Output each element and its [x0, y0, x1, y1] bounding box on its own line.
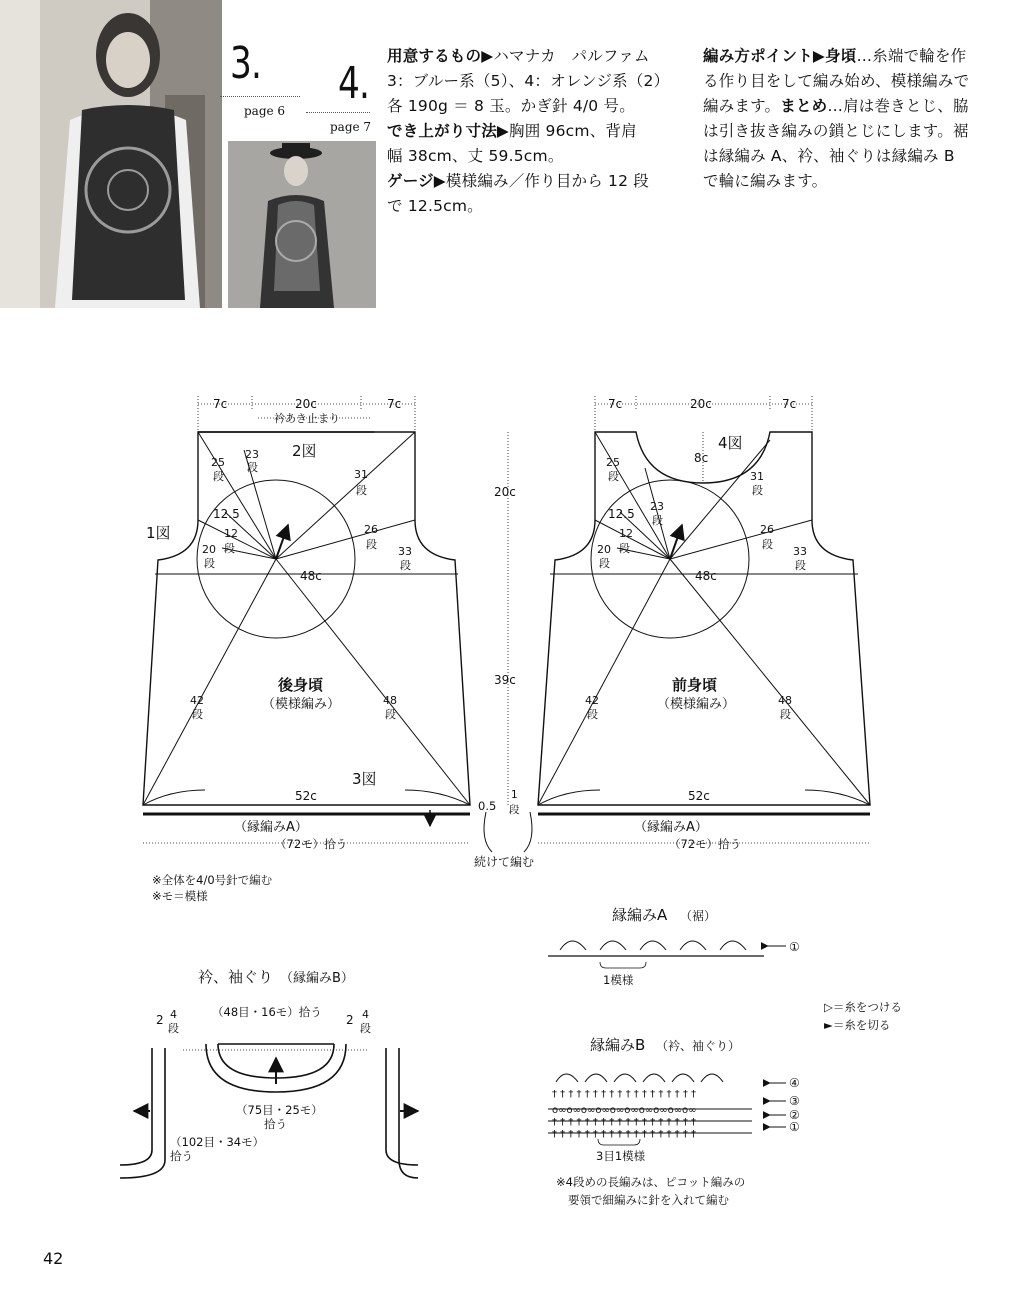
edging-b-row2: ②	[789, 1108, 800, 1122]
back-chest: 48c	[300, 569, 322, 583]
front-subtitle: （模様編み）	[657, 697, 736, 712]
front-row-23-dan: 段	[652, 514, 663, 527]
front-row-26-dan: 段	[762, 538, 773, 551]
points-body-text2: る作り目をして編み始め、模様編みで	[703, 72, 970, 90]
front-neck-depth: 8c	[694, 451, 709, 465]
back-fig3-label: 3図	[352, 770, 377, 788]
points-section: 編み方ポイント▶身頃…糸端で輪を作 る作り目をして編み始め、模様編みで 編みます。まとめ…肩は巻きとじ、脇 は引き抜き編みの鎖とじにします。裾 は縁編み A、衿、袖ぐりは縁編み B で輪に編みます。	[703, 44, 1003, 194]
svg-text:o∞o∞o∞o∞o∞o∞o∞o∞o∞o∞: o∞o∞o∞o∞o∞o∞o∞o∞o∞o∞	[552, 1105, 697, 1116]
front-edge: （縁編みA）	[634, 820, 708, 835]
edging-b-repeat: 3目1模様	[596, 1149, 646, 1163]
back-pickup: （72モ）拾う	[275, 837, 348, 851]
back-row-33: 33	[398, 545, 412, 558]
page-number: 42	[43, 1249, 64, 1268]
back-fig1-label: 1図	[146, 524, 171, 542]
back-neck-note: 衿あき止まり	[274, 412, 340, 425]
back-title: 後身頃	[278, 676, 324, 694]
points-label: 編み方ポイント	[703, 47, 813, 65]
left-armhole	[120, 1048, 165, 1178]
collar-right-width: 2	[346, 1013, 354, 1027]
back-row-23-dan: 段	[247, 461, 258, 474]
model-3-number: 3.	[230, 38, 262, 89]
model-4-number: 4.	[338, 58, 370, 109]
hem-row-dan: 段	[509, 804, 520, 816]
edging-b-note2: 要領で細編みに針を入れて編む	[568, 1193, 729, 1207]
back-row-20-dan: 段	[204, 557, 215, 570]
front-pickup: （72モ）拾う	[669, 837, 742, 851]
points-body-text3: 編みます。	[703, 97, 781, 115]
front-row-31: 31	[750, 470, 764, 483]
edging-b-row3: ③	[789, 1094, 800, 1108]
back-hem: 52c	[295, 789, 317, 803]
front-row-12: 12	[619, 527, 633, 540]
back-row-20: 20	[202, 543, 216, 556]
edging-b-suffix: （衿、袖ぐり）	[656, 1039, 741, 1053]
back-row-12: 12	[224, 527, 238, 540]
gauge-label: ゲージ	[387, 172, 434, 190]
front-row-48: 48	[778, 694, 792, 707]
front-row-42-dan: 段	[587, 708, 598, 721]
edging-b-row4: ④	[789, 1076, 800, 1090]
back-radius: 12.5	[213, 507, 240, 521]
front-row-25: 25	[606, 456, 620, 469]
size-line1: 胸囲 96cm、背肩	[509, 122, 637, 140]
collar-title-suffix: （縁編みB）	[280, 971, 354, 986]
back-dim-mid: 20c	[295, 397, 317, 411]
materials-line3: 各 190g ＝ 8 玉。かぎ針 4/0 号。	[387, 97, 635, 115]
size-label: でき上がり寸法	[387, 122, 497, 140]
gauge-line2: で 12.5cm。	[387, 197, 483, 215]
general-notes	[152, 872, 272, 904]
front-row-20-dan: 段	[599, 557, 610, 570]
front-row-48-dan: 段	[780, 708, 791, 721]
materials-line2: 3：ブルー系（5）、4：オレンジ系（2）	[387, 72, 670, 90]
front-dim-right: 7c	[782, 397, 797, 411]
edging-a-suffix: （裾）	[680, 909, 717, 923]
edging-a-repeat: 1模様	[603, 973, 634, 987]
collar-left-dan: 段	[168, 1022, 179, 1035]
back-row-42: 42	[190, 694, 204, 707]
front-hem: 52c	[688, 789, 710, 803]
front-row-26: 26	[760, 523, 774, 536]
back-row-31-dan: 段	[356, 484, 367, 497]
legend-cut: ►＝糸を切る	[824, 1018, 891, 1032]
svg-text:† † † † † † † † † † † † † † †: † † † † † † † † † † † † † † † † † †	[552, 1117, 697, 1128]
edging-a-row1: ①	[789, 940, 800, 954]
points-finish-label: まとめ	[780, 97, 828, 115]
edging-a-title: 縁編みA	[612, 906, 668, 924]
points-finish-text3: は縁編み A、衿、袖ぐりは縁編み B	[703, 147, 955, 165]
collar-left-width: 2	[156, 1013, 164, 1027]
materials-line1: ハマナカ パルファム	[493, 47, 650, 65]
materials-label: 用意するもの	[387, 47, 482, 65]
back-row-42-dan: 段	[192, 708, 203, 721]
note-line2: ※モ＝模様	[152, 889, 208, 903]
front-row-33-dan: 段	[795, 559, 806, 572]
gauge-line1: 模様編み／作り目から 12 段	[445, 172, 649, 190]
armhole-pickup: （102目・34モ）	[170, 1135, 265, 1149]
hem-row: 1	[511, 789, 518, 801]
collar-left-rows: 4	[170, 1008, 177, 1021]
note-line1: ※全体を4/0号針で編む	[152, 873, 273, 887]
collar-right-dan: 段	[360, 1022, 371, 1035]
points-finish-text4: で輪に編みます。	[703, 172, 828, 190]
materials-section: 用意するもの▶ハマナカ パルファム 3：ブルー系（5）、4：オレンジ系（2） 各 190g ＝ 8 玉。かぎ針 4/0 号。 でき上がり寸法▶胸囲 96cm、背肩 幅 38cm、丈 59.5cm。 ゲージ▶模様編み／作り目から 12 段 で 12.5cm。	[387, 44, 687, 219]
back-row-48: 48	[383, 694, 397, 707]
front-neck-pickup2: 拾う	[264, 1117, 287, 1131]
svg-text:† † † † † † † † † † † † † † †: † † † † † † † † † † † † † † † † † †	[552, 1089, 697, 1100]
edging-b-title: 縁編みB	[590, 1036, 646, 1054]
edging-b-note1: ※4段めの長編みは、ピコット編みの	[556, 1175, 746, 1189]
front-row-33: 33	[793, 545, 807, 558]
collar-right-rows: 4	[362, 1008, 369, 1021]
back-row-26-dan: 段	[366, 538, 377, 551]
back-row-33-dan: 段	[400, 559, 411, 572]
front-row-12-dan: 段	[619, 542, 630, 555]
front-title: 前身頃	[672, 676, 718, 694]
back-row-25: 25	[211, 456, 225, 469]
front-row-42: 42	[585, 694, 599, 707]
hem-edge: 0.5	[478, 799, 497, 813]
height-bottom: 39c	[494, 673, 516, 687]
back-fig2-label: 2図	[292, 442, 317, 460]
front-dim-left: 7c	[608, 397, 623, 411]
back-row-31: 31	[354, 468, 368, 481]
edging-a-chart	[560, 941, 746, 950]
front-row-20: 20	[597, 543, 611, 556]
front-row-25-dan: 段	[608, 470, 619, 483]
front-dim-mid: 20c	[690, 397, 712, 411]
model-3-page: page 6	[244, 104, 286, 118]
front-row-23: 23	[650, 500, 664, 513]
front-row-31-dan: 段	[752, 484, 763, 497]
back-body-shape	[143, 432, 470, 805]
back-row-48-dan: 段	[385, 708, 396, 721]
points-body-label: 身頃	[825, 47, 857, 65]
back-row-12-dan: 段	[224, 542, 235, 555]
back-subtitle: （模様編み）	[262, 697, 341, 712]
front-neck-pickup: （75目・25モ）	[236, 1103, 323, 1117]
back-row-25-dan: 段	[213, 470, 224, 483]
right-armhole	[386, 1048, 418, 1178]
front-fig4-label: 4図	[718, 434, 743, 452]
back-row-26: 26	[364, 523, 378, 536]
front-chest: 48c	[695, 569, 717, 583]
collar-title: 衿、袖ぐり	[198, 968, 274, 986]
model-4-page: page 7	[330, 120, 372, 134]
back-edge: （縁編みA）	[234, 820, 308, 835]
neck-pickup: （48目・16モ）拾う	[212, 1005, 322, 1019]
svg-text:† † † † † † † † † † † † † † †: † † † † † † † † † † † † † † † † † †	[552, 1129, 697, 1140]
continue-label: 続けて編む	[474, 855, 535, 869]
armhole-pickup2: 拾う	[170, 1149, 193, 1163]
front-radius: 12.5	[608, 507, 635, 521]
points-body-text1: …糸端で輪を作	[856, 47, 967, 65]
legend-attach: ▷＝糸をつける	[824, 1000, 902, 1014]
edging-b-row1: ①	[789, 1120, 800, 1134]
back-row-23: 23	[245, 448, 259, 461]
size-line2: 幅 38cm、丈 59.5cm。	[387, 147, 564, 165]
height-top: 20c	[494, 485, 516, 499]
back-dim-left: 7c	[213, 397, 228, 411]
points-finish-text2: は引き抜き編みの鎖とじにします。裾	[703, 122, 969, 140]
points-finish-text1: …肩は巻きとじ、脇	[827, 97, 969, 115]
back-dim-right: 7c	[387, 397, 402, 411]
